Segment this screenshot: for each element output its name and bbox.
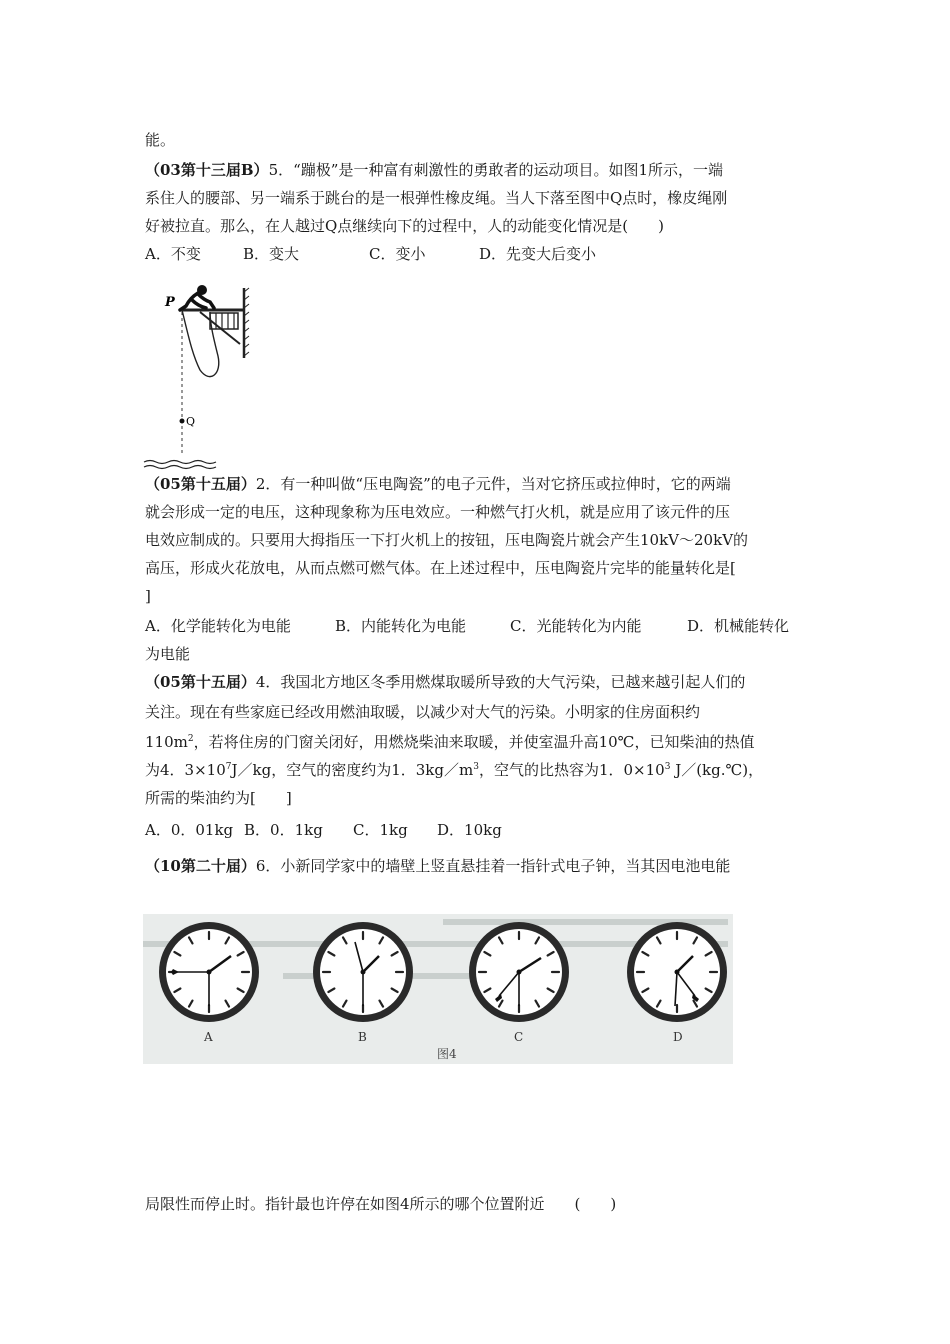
point-p-label: P xyxy=(165,295,175,310)
clock-label-c: C xyxy=(514,1030,524,1044)
question-text: 5．“蹦极”是一种富有刺激性的勇敢者的运动项目。如图1所示，一端 xyxy=(268,161,723,179)
option-a: A．化学能转化为电能 xyxy=(145,617,291,635)
clock-d xyxy=(627,922,727,1022)
text-fragment: J／(kg.℃)， xyxy=(670,761,764,779)
clock-c xyxy=(469,922,569,1022)
clock-label-b: B xyxy=(358,1030,367,1044)
clock-label-a: A xyxy=(204,1030,213,1044)
question-3-line-5: 所需的柴油约为[ ] xyxy=(145,789,292,807)
superscript: 3 xyxy=(664,762,671,772)
clock-b xyxy=(313,922,413,1022)
question-1-line-2: 系住人的腰部、另一端系于跳台的是一根弹性橡皮绳。当人下落至图中Q点时，橡皮绳刚 xyxy=(145,189,728,207)
option-b: B．0．1kg xyxy=(244,821,323,839)
superscript: 2 xyxy=(187,734,194,744)
clocks-figure xyxy=(143,914,733,1064)
figure-caption: 图4 xyxy=(437,1047,457,1061)
question-2-options xyxy=(145,616,810,636)
question-tag: （05第十五届） xyxy=(145,475,256,493)
question-1-line-1 xyxy=(145,160,810,180)
question-2-line-2: 就会形成一定的电压，这种现象称为压电效应。一种燃气打火机，就是应用了该元件的压 xyxy=(145,503,731,521)
clock-label-d: D xyxy=(673,1030,683,1044)
question-tag: （03第十三届B） xyxy=(145,161,269,179)
question-3-line-1 xyxy=(145,672,810,692)
question-3-line-3 xyxy=(145,732,810,752)
question-3-line-2: 关注。现在有些家庭已经改用燃油取暖，以减少对大气的污染。小明家的住房面积约 xyxy=(145,703,701,721)
option-a: A．不变 xyxy=(145,245,201,263)
question-text: 2．有一种叫做“压电陶瓷”的电子元件，当对它挤压或拉伸时，它的两端 xyxy=(255,475,731,493)
question-2-line-7: 为电能 xyxy=(145,645,191,663)
question-3-line-4 xyxy=(145,760,810,780)
option-d: D．10kg xyxy=(437,821,502,839)
clock-a xyxy=(159,922,259,1022)
question-2-line-4: 高压，形成火花放电，从而点燃可燃气体。在上述过程中，压电陶瓷片完毕的能量转化是[ xyxy=(145,559,736,577)
option-d: D．先变大后变小 xyxy=(479,245,597,263)
option-c: C．变小 xyxy=(369,245,426,263)
option-b: B．内能转化为电能 xyxy=(335,617,467,635)
text-fragment: ，空气的比热容为1．0×10 xyxy=(478,761,665,779)
question-2-line-5: ] xyxy=(145,587,151,605)
option-a: A．0．01kg xyxy=(145,821,234,839)
option-c: C．光能转化为内能 xyxy=(510,617,642,635)
superscript: 7 xyxy=(225,762,232,772)
option-b: B．变大 xyxy=(243,245,300,263)
question-4-line-1 xyxy=(145,856,810,876)
superscript: 3 xyxy=(473,762,479,772)
question-tag: （05第十五届） xyxy=(145,673,256,691)
text-line: 能。 xyxy=(145,131,176,149)
text-fragment: 为4．3×10 xyxy=(145,761,226,779)
question-text: 6．小新同学家中的墙壁上竖直悬挂着一指针式电子钟，当其因电池电能 xyxy=(255,857,731,875)
point-q-label: Q xyxy=(186,415,196,428)
clocks-svg xyxy=(143,914,733,1064)
question-text: 4．我国北方地区冬季用燃煤取暖所导致的大气污染，已越来越引起人们的 xyxy=(255,673,746,691)
question-2-line-1 xyxy=(145,474,810,494)
question-1-options xyxy=(145,244,810,264)
bungee-figure xyxy=(140,284,250,474)
question-tag: （10第二十届） xyxy=(145,857,256,875)
text-fragment: 110m xyxy=(145,733,188,751)
text-fragment: J／kg，空气的密度约为1．3kg／m xyxy=(231,761,474,779)
question-3-options xyxy=(145,820,810,840)
question-1-line-3: 好被拉直。那么，在人越过Q点继续向下的过程中，人的动能变化情况是( ) xyxy=(145,217,665,235)
text-fragment: ，若将住房的门窗关闭好，用燃烧柴油来取暖，并使室温升高10℃，已知柴油的热值 xyxy=(193,733,755,751)
option-d: D．机械能转化 xyxy=(687,617,790,635)
question-4-line-2: 局限性而停止时。指针最也许停在如图4所示的哪个位置附近 ( ) xyxy=(145,1195,617,1213)
option-c: C．1kg xyxy=(353,821,408,839)
question-2-line-3: 电效应制成的。只要用大拇指压一下打火机上的按钮，压电陶瓷片就会产生10kV～20kV的 xyxy=(145,531,749,549)
